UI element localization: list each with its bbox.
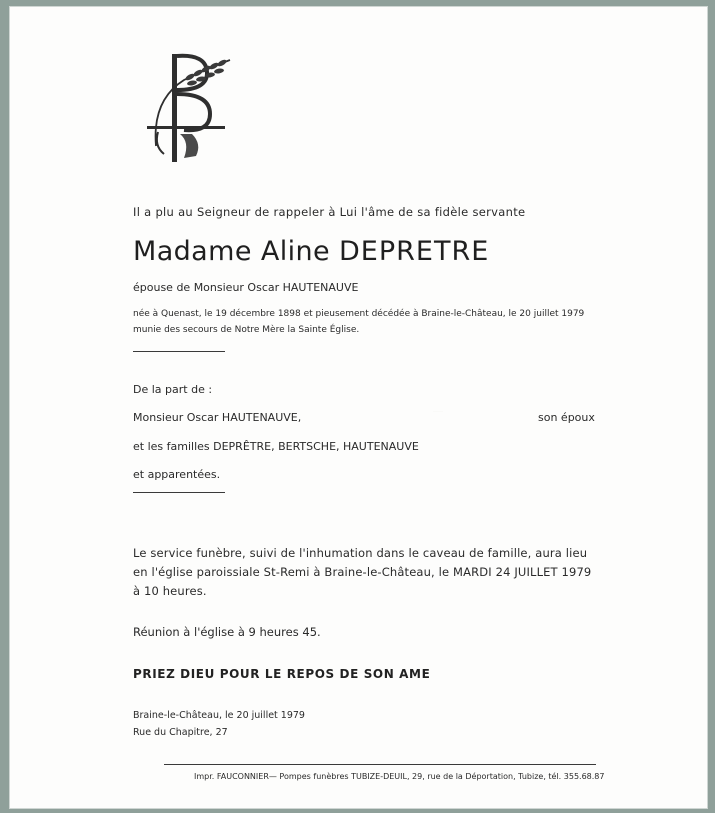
- deceased-last-name: DEPRETRE: [339, 236, 490, 267]
- divider: [133, 351, 225, 352]
- leader-dots: [327, 411, 527, 412]
- related-line: et apparentées.: [133, 468, 221, 481]
- families-line: et les familles DEPRÊTRE, BERTSCHE, HAUTENAUVE: [133, 440, 419, 453]
- family-heading: De la part de :: [133, 383, 213, 396]
- divider: [133, 492, 225, 493]
- sacraments-line: munie des secours de Notre Mère la Sainte Église.: [133, 325, 360, 335]
- spouse-role: son époux: [538, 411, 595, 424]
- address: Rue du Chapitre, 27: [133, 727, 228, 738]
- footer-rule: [164, 764, 596, 765]
- reunion-text: Réunion à l'église à 9 heures 45.: [133, 625, 321, 639]
- spouse-name: Monsieur Oscar HAUTENAUVE,: [133, 411, 302, 424]
- intro-text: Il a plu au Seigneur de rappeler à Lui l'âme de sa fidèle servante: [133, 205, 526, 219]
- funeral-notice: [9, 6, 708, 809]
- service-line: en l'église paroissiale St-Remi à Braine-le-Château, le MARDI 24 JUILLET 1979: [133, 565, 592, 579]
- spouse-line: épouse de Monsieur Oscar HAUTENAUVE: [133, 281, 359, 294]
- chi-rho-wheat-icon: [144, 50, 236, 162]
- service-line: à 10 heures.: [133, 584, 207, 598]
- service-line: Le service funèbre, suivi de l'inhumation dans le caveau de famille, aura lieu: [133, 546, 588, 560]
- printer-imprint: Impr. FAUCONNIER— Pompes funèbres TUBIZE-DEUIL, 29, rue de la Déportation, Tubize, tél. 355.68.87: [194, 772, 605, 781]
- place-date: Braine-le-Château, le 20 juillet 1979: [133, 710, 305, 721]
- prayer-heading: PRIEZ DIEU POUR LE REPOS DE SON AME: [133, 667, 431, 681]
- birth-death-line: née à Quenast, le 19 décembre 1898 et pieusement décédée à Braine-le-Château, le 20 juillet 1979: [133, 309, 585, 319]
- deceased-name: [133, 236, 489, 267]
- deceased-first-name: Madame Aline: [133, 236, 331, 267]
